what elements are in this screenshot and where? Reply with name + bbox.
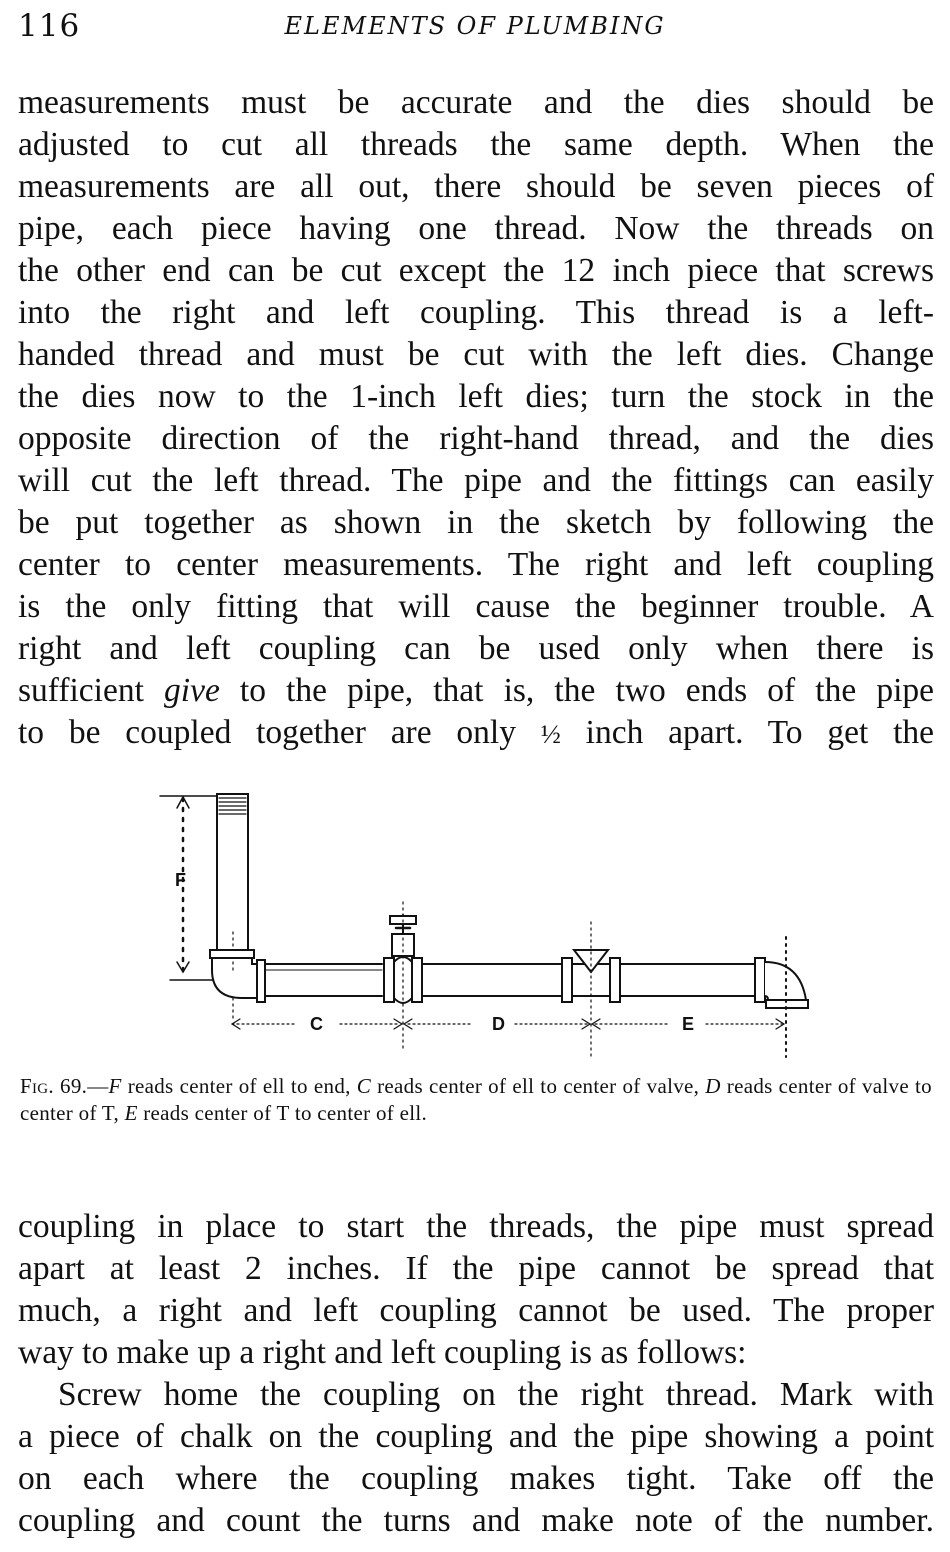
paragraph-3 [18,1374,934,1542]
caption-text: reads center of ell to center of valve, [371,1074,706,1098]
figure-69-pipe-sketch [150,782,810,1067]
figure-caption [20,1073,932,1127]
text-line: measurements are all out, there should be seven pieces of [18,168,934,205]
caption-text: reads center of T to center of ell. [137,1101,428,1125]
text-run: to be coupled together are only [18,714,541,751]
text-line: way to make up a right and left coupling is as follows: [18,1334,747,1371]
text-line: the dies now to the 1-inch left dies; turn the stock in the [18,378,934,415]
page-number: 116 [18,8,81,44]
figure-label: Fig. 69. [20,1074,88,1098]
caption-dash: — [87,1074,109,1098]
text-line [18,712,934,755]
text-line: pipe, each piece having one thread. Now the threads on [18,210,934,247]
text-line: center to center measurements. The right and left coupling [18,546,934,583]
right-elbow [755,937,808,1057]
pipe-diagram [150,782,810,1067]
text-line: apart at least 2 inches. If the pipe cannot be spread that [18,1250,934,1287]
caption-letter-c: C [356,1074,372,1098]
text-line: on each where the coupling makes tight. Take off the [18,1460,934,1497]
text-line: right and left coupling can be used only when there is [18,630,934,667]
text-line: will cut the left thread. The pipe and the fittings can easily [18,462,934,499]
text-line: much, a right and left coupling cannot be used. The proper [18,1292,934,1329]
text-line: coupling in place to start the threads, the pipe must spread [18,1208,934,1245]
text-line: handed thread and must be cut with the left dies. Change [18,336,934,373]
page-header [18,8,932,48]
text-line: the other end can be cut except the 12 inch piece that screws [18,252,934,289]
italic-word: give [164,672,220,709]
tee-fitting [562,922,620,1057]
caption-text: reads center of ell to end, [121,1074,357,1098]
text-run: sufficient [18,672,165,709]
text-line: Screw home the coupling on the right thread. Mark with [58,1376,934,1413]
text-line: measurements must be accurate and the dies should be [18,84,934,121]
left-elbow [210,950,265,1002]
text-line: adjusted to cut all threads the same depth. When the [18,126,934,163]
text-line: is the only fitting that will cause the beginner trouble. A [18,588,934,625]
label-e: E [682,1014,695,1034]
text-line: opposite direction of the right-hand thread, and the dies [18,420,934,457]
gate-valve [384,902,422,1052]
caption-text: reads center of valve to center of T, [20,1074,932,1125]
text-run: inch apart. To get the [560,714,934,751]
text-line: coupling and count the turns and make note of the number. [18,1502,934,1539]
paragraph-1 [18,82,934,755]
text-run: to the pipe, that is, the two ends of the pipe [219,672,935,709]
text-line: be put together as shown in the sketch by following the [18,504,934,541]
fraction-half: ½ [540,719,561,749]
caption-letter-f: F [108,1074,122,1098]
paragraph-2 [18,1206,934,1374]
text-line [18,670,934,712]
text-line: into the right and left coupling. This thread is a left- [18,294,934,331]
caption-letter-d: D [705,1074,721,1098]
label-d: D [492,1014,505,1034]
label-c: C [310,1014,323,1034]
label-f: F [175,870,186,890]
caption-letter-e: E [124,1101,138,1125]
horizontal-pipe [265,964,760,996]
running-title: ELEMENTS OF PLUMBING [284,12,666,40]
text-line: a piece of chalk on the coupling and the pipe showing a point [18,1418,934,1455]
